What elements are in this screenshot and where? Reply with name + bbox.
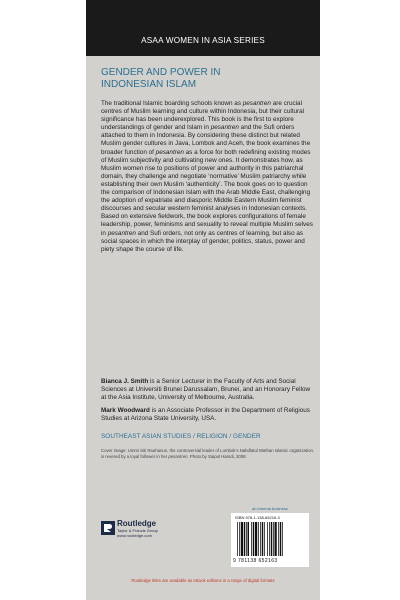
blurb-part-2: are crucial centres of Muslim learning and culture within Indonesia, but their cultural significance has been underexplored. This book is the first to explore understandings of gender and Islam in: [101, 100, 305, 132]
barcode-bar: [255, 522, 257, 556]
barcode-bar: [264, 522, 265, 556]
barcode-bar: [282, 522, 283, 556]
blurb-part-5: and Sufi orders, not only as centres of learning, but also as social spaces in which the interplay of gender, politics, status, power and piety shape the course of life.: [101, 229, 305, 253]
book-title: [101, 67, 311, 91]
blurb-italic-1: pesantren: [242, 100, 271, 107]
book-title-line-2: INDONESIAN ISLAM: [101, 79, 197, 90]
barcode-bar: [275, 522, 277, 556]
barcode-icon: [237, 522, 303, 556]
author-bio-text-2: is an Associate Professor in the Department of Religious Studies at Arizona State University, USA.: [101, 407, 310, 423]
series-title: ASAA WOMEN IN ASIA SERIES: [141, 36, 265, 45]
barcode-bar: [246, 522, 247, 556]
barcode-bar: [269, 522, 270, 556]
barcode-bar: [260, 522, 261, 556]
barcode-bar: [271, 522, 273, 556]
informa-label: an informa business: [252, 506, 288, 511]
subject-categories: SOUTHEAST ASIAN STUDIES / RELIGION / GENDER: [101, 433, 261, 440]
publisher-name: Routledge: [117, 519, 157, 528]
barcode-bar: [258, 522, 259, 556]
routledge-logo-icon: [101, 521, 115, 535]
barcode-bar: [280, 522, 282, 556]
publisher-group: Taylor & Francis Group: [117, 528, 158, 533]
blurb-italic-3: pesantren: [155, 148, 184, 156]
book-title-line-1: GENDER AND POWER IN: [101, 67, 221, 78]
barcode-bar: [239, 522, 240, 556]
blurb-part-4: as a force for both redefining existing modes of Muslim subjectivity and cultivating new ones. It demonstrates how, as Muslim women rise to positions of power and authority in this patriarchal domain, they challenge and negotiate ‘normative’ Muslim patriarchy while establishing their own Muslim ‘authenticity’. The book goes on to question the comparison of Indonesian Islam with the Arab Middle East, challenging the adoption of expatriate and diasporic Middle Eastern Muslim feminist discourses and secular western feminist analyses in Indonesian contexts. Based on extensive fieldwork, the book explores configurations of female leadership, power, feminisms and sexuality to reveal multiple Muslim selves in: [101, 148, 313, 237]
isbn-label: ISBN 978-1-138-65216-3: [235, 515, 280, 520]
author-name-1: Bianca J. Smith: [101, 378, 149, 385]
author-bio-text-1: is a Senior Lecturer in the Faculty of Arts and Social Sciences at Universiti Brunei Darussalam, Brunei, and an Honorary Fellow at the Asia Institute, University of Melbourne, Australia.: [101, 378, 311, 402]
footer-note: Routledge titles are available as eBook editions in a range of digital formats: [131, 578, 275, 583]
caption-part-2: . Photo by Saipul Hamdi, 2008.: [187, 453, 247, 459]
series-banner: [86, 0, 320, 56]
barcode-number: 9 781138 652163: [233, 558, 278, 564]
author-bio-1: [101, 378, 313, 402]
caption-part-1: Cover image: Ummi Siti Raohanun, the controversial leader of Lombok’s Nahdlatul Wathan Islamic organization, is revered by a loyal follower in her: [101, 448, 315, 459]
blurb-italic-4: pesantren: [107, 229, 136, 237]
barcode-bar: [244, 522, 246, 556]
barcode-bar: [267, 522, 268, 556]
author-name-2: Mark Woodward: [101, 407, 150, 414]
barcode-panel: [231, 513, 309, 567]
back-cover: [86, 0, 320, 600]
author-bio-2: [101, 407, 313, 423]
barcode-bar: [237, 522, 238, 556]
blurb-part-3: and the Sufi orders attached to them in Indonesia. By considering these distinct but related Muslim gender cultures in Java, Lombok and Aceh, the book examines the broader function of: [101, 124, 311, 156]
barcode-bar: [262, 522, 264, 556]
barcode-bar: [241, 522, 243, 556]
blurb: [101, 100, 313, 254]
caption-italic: pesantren: [168, 453, 188, 459]
barcode-bar: [253, 522, 255, 556]
barcode-bar: [278, 522, 279, 556]
routledge-logo: [101, 519, 161, 539]
blurb-text: [101, 100, 313, 254]
barcode-bar: [273, 522, 274, 556]
publisher-url[interactable]: www.routledge.com: [117, 533, 152, 538]
blurb-italic-2: pesantren: [210, 124, 239, 132]
barcode-bar: [248, 522, 250, 556]
blurb-part-1: The traditional Islamic boarding schools known as: [101, 100, 243, 107]
barcode-bar: [251, 522, 252, 556]
cover-image-caption: [101, 448, 315, 459]
